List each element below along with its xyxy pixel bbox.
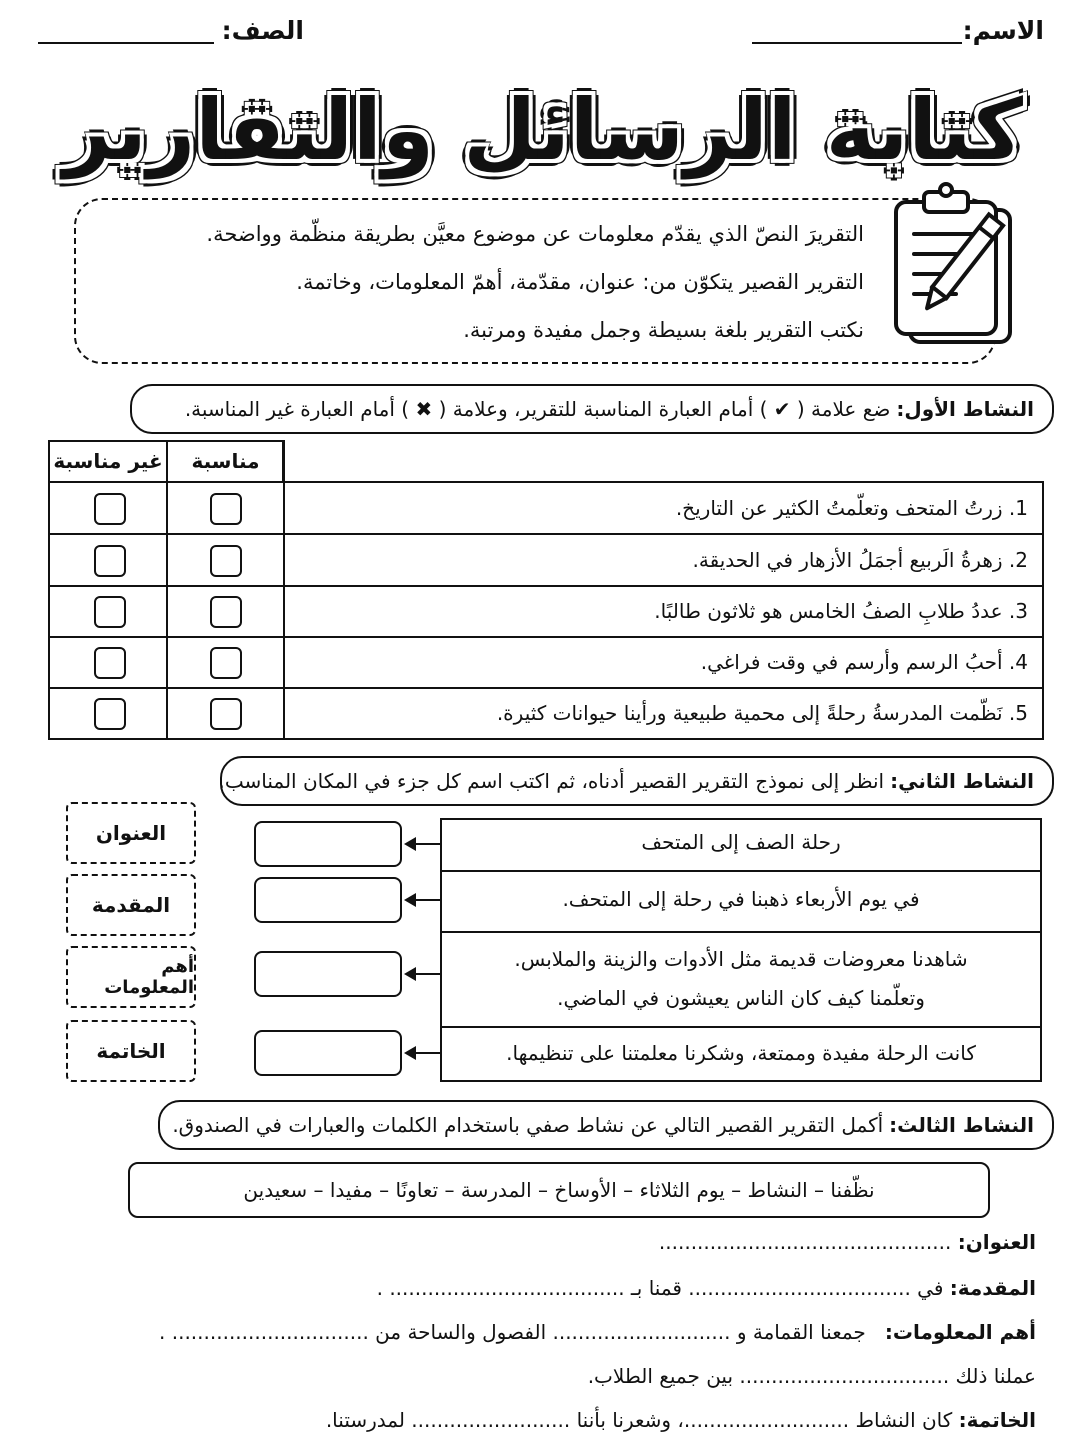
activity1-heading <box>130 384 1054 434</box>
fill-info-label: أهم المعلومات: <box>884 1320 1036 1344</box>
checkbox-unsuitable-4[interactable] <box>94 647 126 679</box>
fill-title-label: العنوان: <box>957 1230 1036 1254</box>
activity3-label: النشاط الثالث: <box>889 1113 1034 1137</box>
fill-conclusion-label: الخاتمة: <box>958 1408 1036 1432</box>
tag-intro[interactable]: المقدمة <box>66 874 196 936</box>
fill-info-row-2[interactable]: عملنا ذلك ................................. بين جميع الطلاب. <box>587 1364 1036 1388</box>
statement-3: 3. عددُ طلابِ الصفُ الخامس هو ثلاثون طالبًا. <box>654 599 1028 623</box>
activity2-label: النشاط الثاني: <box>890 769 1034 793</box>
answer-box-1[interactable] <box>254 821 402 867</box>
activity1-instruction: ضع علامة ( ✔ ) أمام العبارة المناسبة للتقرير، وعلامة ( ✖ ) أمام العبارة غير المناسبة. <box>184 397 891 421</box>
checkbox-suitable-1[interactable] <box>210 493 242 525</box>
checkbox-unsuitable-5[interactable] <box>94 698 126 730</box>
fill-title-row <box>659 1230 1036 1254</box>
report-info-line-1: شاهدنا معروضات قديمة مثل الأدوات والزينة والملابس. <box>514 947 968 971</box>
class-line[interactable] <box>38 42 214 44</box>
clipboard-pencil-icon <box>884 178 1044 358</box>
fill-intro-row <box>377 1276 1036 1300</box>
fill-info-text-1[interactable]: جمعنا القمامة و ............................ الفصول والساحة من ............................... . <box>159 1320 866 1344</box>
activity2-instruction: انظر إلى نموذج التقرير القصير أدناه، ثم اكتب اسم كل جزء في المكان المناسب. <box>218 769 885 793</box>
fill-conclusion-text[interactable]: كان النشاط ..........................، وشعرنا بأننا ......................... لمدرستنا. <box>325 1408 953 1432</box>
report-intro: في يوم الأربعاء ذهبنا في رحلة إلى المتحف. <box>562 887 920 911</box>
intro-line-1: التقريرَ النصّ الذي يقدّم معلومات عن موضوع معيَّن بطريقة منظّمة وواضحة. <box>206 222 864 246</box>
statement-2: 2. زهرةُ الَربيع أجمَلُ الأزهار في الحديقة. <box>692 548 1028 572</box>
class-label: الصف: <box>221 16 304 45</box>
tag-info[interactable]: أهم المعلومات <box>66 946 196 1008</box>
answer-box-4[interactable] <box>254 1030 402 1076</box>
report-title: رحلة الصف إلى المتحف <box>641 830 841 854</box>
activity3-heading <box>158 1100 1054 1150</box>
activity3-instruction: أكمل التقرير القصير التالي عن نشاط صفي باستخدام الكلمات والعبارات في الصندوق. <box>172 1113 884 1137</box>
col-unsuitable: غير مناسبة <box>53 449 163 473</box>
checkbox-unsuitable-2[interactable] <box>94 545 126 577</box>
fill-info-row <box>159 1320 1036 1344</box>
fill-intro-label: المقدمة: <box>949 1276 1036 1300</box>
tag-title[interactable]: العنوان <box>66 802 196 864</box>
activity2-heading <box>220 756 1054 806</box>
word-bank: نظّفنا – النشاط – يوم الثلاثاء – الأوساخ – المدرسة – تعاونًا – مفيدا – سعيدين <box>128 1162 990 1218</box>
name-line[interactable] <box>752 42 962 44</box>
statement-4: 4. أحبُ الرسم وأرسم في وقت فراغي. <box>700 650 1028 674</box>
answer-box-2[interactable] <box>254 877 402 923</box>
checkbox-unsuitable-3[interactable] <box>94 596 126 628</box>
report-info-line-2: وتعلّمنا كيف كان الناس يعيشون في الماضي. <box>557 986 925 1010</box>
statement-5: 5. نَظّمت المدرسةُ رحلةً إلى محمية طبيعية ورأينا حيوانات كثيرة. <box>496 701 1028 725</box>
report-conclusion: كانت الرحلة مفيدة وممتعة، وشكرنا معلمتنا على تنظيمها. <box>506 1041 976 1065</box>
fill-conclusion-row <box>326 1408 1036 1432</box>
statement-1: 1. زرتُ المتحف وتعلّمتُ الكثير عن التاريخ. <box>675 496 1028 520</box>
checkbox-suitable-3[interactable] <box>210 596 242 628</box>
activity1-label: النشاط الأول: <box>896 397 1034 421</box>
fill-title-blank[interactable]: .............................................. <box>658 1230 952 1254</box>
name-label: الاسم: <box>962 16 1044 45</box>
intro-line-2: التقرير القصير يتكوّن من: عنوان، مقدّمة، أهمّ المعلومات، وخاتمة. <box>296 270 864 294</box>
checkbox-unsuitable-1[interactable] <box>94 493 126 525</box>
intro-line-3: نكتب التقرير بلغة بسيطة وجمل مفيدة ومرتبة. <box>463 318 864 342</box>
checkbox-suitable-4[interactable] <box>210 647 242 679</box>
fill-intro-text[interactable]: في ................................... قمنا بـ ..................................... . <box>376 1276 944 1300</box>
page-title: كتابة الرسائل والتقارير <box>63 81 1023 179</box>
checkbox-suitable-5[interactable] <box>210 698 242 730</box>
col-suitable: مناسبة <box>191 449 260 473</box>
tag-conclusion[interactable]: الخاتمة <box>66 1020 196 1082</box>
answer-box-3[interactable] <box>254 951 402 997</box>
checkbox-suitable-2[interactable] <box>210 545 242 577</box>
